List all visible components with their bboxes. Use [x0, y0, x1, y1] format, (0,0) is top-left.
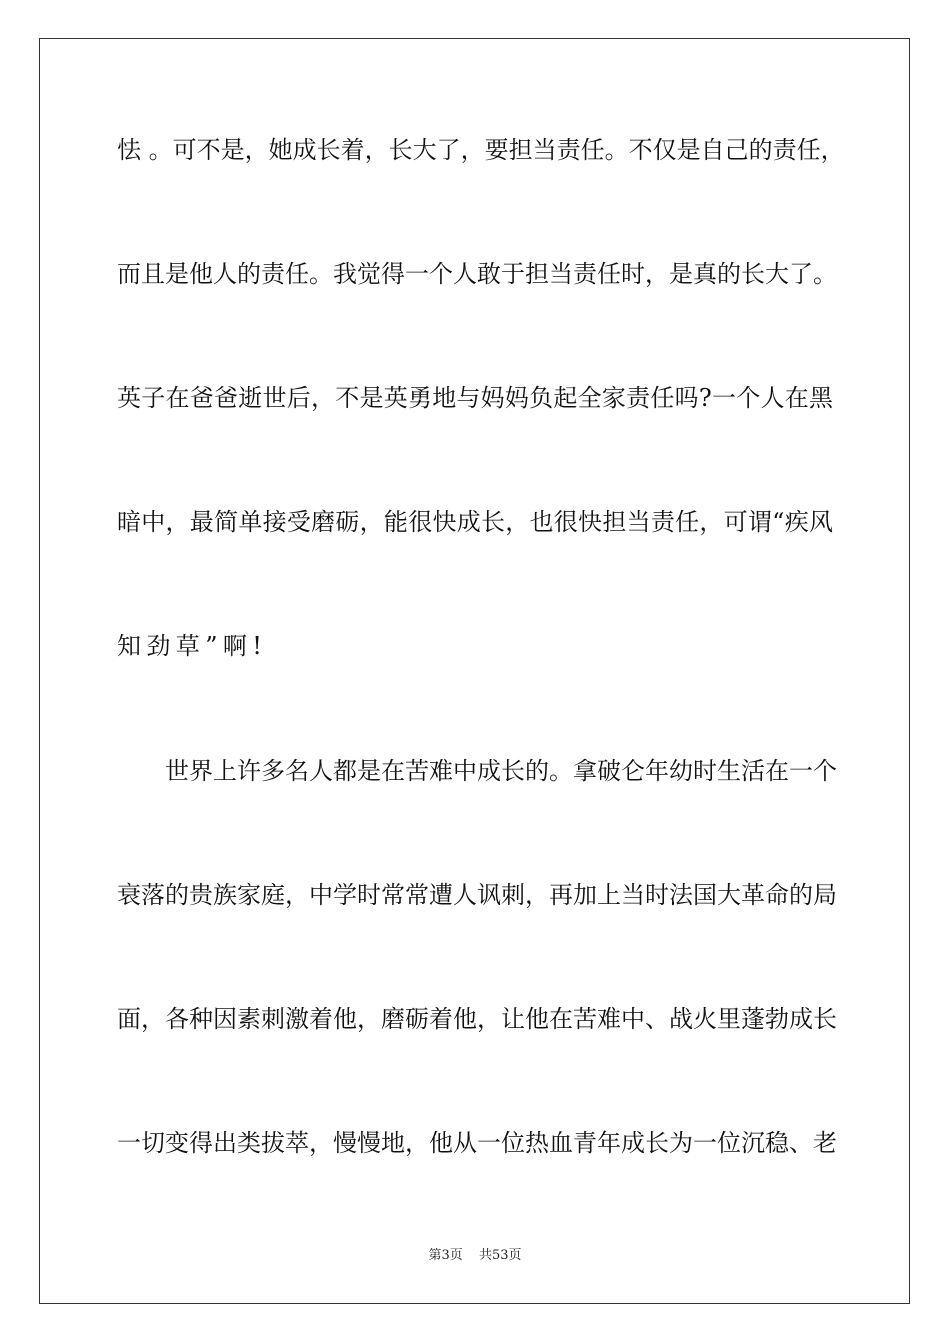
- text-line-8: 面，各种因素刺激着他，磨砺着他，让他在苦难中、战火里蓬勃成长: [117, 1005, 837, 1033]
- text-line-6: 世界上许多名人都是在苦难中成长的。拿破仑年幼时生活在一个: [165, 757, 837, 785]
- text-line-1: 怯 。可不是，她成长着，长大了，要担当责任。不仅是自己的责任，: [117, 136, 845, 164]
- text-line-2: 而且是他人的责任。我觉得一个人敢于担当责任时，是真的长大了。: [117, 260, 837, 288]
- page-footer: [0, 1248, 950, 1264]
- page-border: [39, 38, 910, 1304]
- text-line-3: 英子在爸爸逝世后，不是英勇地与妈妈负起全家责任吗?一个人在黑: [117, 384, 833, 412]
- page-total: 共53页: [478, 1248, 522, 1263]
- text-line-9: 一切变得出类拔萃，慢慢地，他从一位热血青年成长为一位沉稳、老: [117, 1129, 837, 1157]
- page-number: 第3页: [428, 1248, 463, 1263]
- text-line-7: 衰落的贵族家庭，中学时常常遭人讽刺，再加上当时法国大革命的局: [117, 881, 837, 909]
- text-line-5: 知劲草”啊!: [117, 632, 268, 660]
- text-line-4: 暗中，最简单接受磨砺，能很快成长，也很快担当责任，可谓“疾风: [117, 508, 833, 536]
